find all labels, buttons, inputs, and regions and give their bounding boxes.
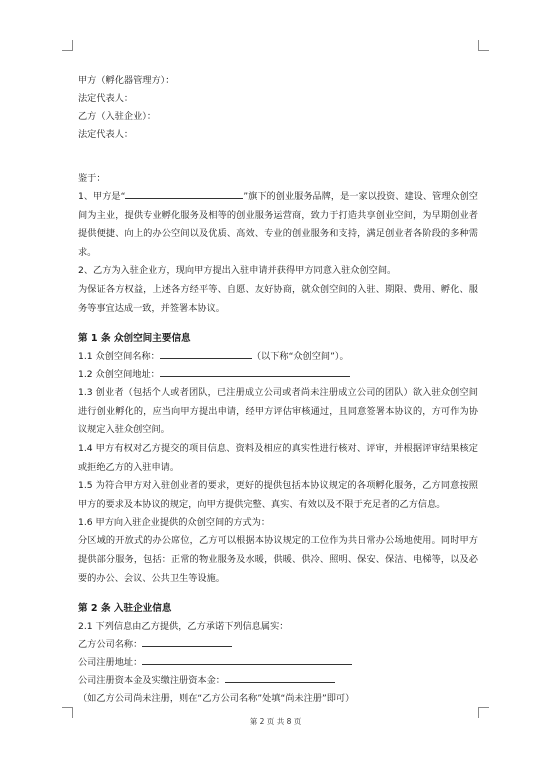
recital-1-text: ”旗下的创业服务品牌，是一家以投资、建设、管理众创空间为主业，提供专业孵化服务及相等的创业服务运营商，致力于打造共享创业空间，为早期创业者提供便捷、向上的办公空间以及优质、高效、专业的创业服务和支持，满足创业者各阶段的多种需求。 [78,191,478,258]
clause-1-6-body: 分区域的开放式的办公席位，乙方可以根据本协议规定的工位作为共日常办公场地使用。同时甲方提供部分服务，包括：正常的物业服务及水暖，供暖、供冷、照明、保安、保洁、电梯等，以及必要的办公、会议、公共卫生等设施。 [78,535,478,584]
reg-address-line [78,654,478,672]
brand-blank [125,188,243,199]
recital-item-2: 2、乙方为入驻企业方，现向甲方提出入驻申请并获得甲方同意入驻众创空间。 [78,265,397,277]
clause-1-2-label: 1.2 众创空间地址： [78,369,160,381]
clause-1-1 [78,348,478,366]
clause-1-6: 1.6 甲方向入驻企业提供的众创空间的方式为： [78,517,271,529]
article-2-title: 第 2 条 入驻企业信息 [78,603,172,615]
recitals-lead: 鉴于： [78,173,106,184]
article-1-title: 第 1 条 众创空间主要信息 [78,333,191,345]
clause-1-1-suffix: （以下称“众创空间”）。 [251,351,349,363]
clause-1-1-label: 1.1 众创空间名称： [78,351,160,363]
company-name-blank [142,636,232,647]
clause-1-5: 1.5 为符合甲方对入驻创业者的要求，更好的提供包括本协议规定的各项孵化服务，乙方同意按照甲方的要求及本协议的规定，向甲方提供完整、真实、有效以及不限于充足者的乙方信息。 [78,480,478,510]
clause-1-2 [78,366,478,384]
company-name-line [78,636,478,654]
reg-capital-line [78,672,478,690]
space-address-blank [160,366,350,377]
space-name-blank [160,348,252,359]
reg-address-blank [142,654,352,665]
page-number: 第 2 页 共 8 页 [249,717,302,726]
crop-mark-top-left [62,40,73,51]
company-name-label: 乙方公司名称： [78,639,143,651]
document-body [78,72,478,708]
reg-capital-label: 公司注册资本金及实缴注册资本金： [78,675,225,687]
clause-1-4: 1.4 甲方有权对乙方提交的项目信息、资料及相应的真实性进行核对、评审，并根据评审结果核定或拒绝乙方的入驻申请。 [78,442,478,473]
recitals-closing: 为保证各方权益，上述各方经平等、自愿、友好协商，就众创空间的入驻、期限、费用、孵化、服务等事宜达成一致，并签署本协议。 [78,283,478,314]
crop-mark-top-right [478,40,489,51]
clause-1-3: 1.3 创业者（包括个人或者团队，已注册成立公司或者尚未注册成立公司的团队）欲入驻众创空间进行创业孵化的，应当向甲方提出申请，经甲方评估审核通过，且同意签署本协议的，方可作为协议规定入驻众创空间。 [78,387,478,436]
reg-capital-blank [225,672,335,683]
recital-1-prefix: 1、甲方是“ [78,191,126,202]
party-b-rep-line: 法定代表人： [78,129,134,140]
recital-item-1 [78,188,478,262]
reg-address-label: 公司注册地址： [78,657,143,669]
article-2-note: （如乙方公司尚未注册，则在“乙方公司名称”处填“尚未注册”即可） [78,693,355,705]
party-b-line: 乙方（入驻企业）： [78,111,157,122]
clause-2-1: 2.1 下列信息由乙方提供，乙方承诺下列信息属实： [78,621,289,633]
party-a-line: 甲方（孵化器管理方）： [78,75,175,86]
party-a-rep-line: 法定代表人： [78,93,134,104]
